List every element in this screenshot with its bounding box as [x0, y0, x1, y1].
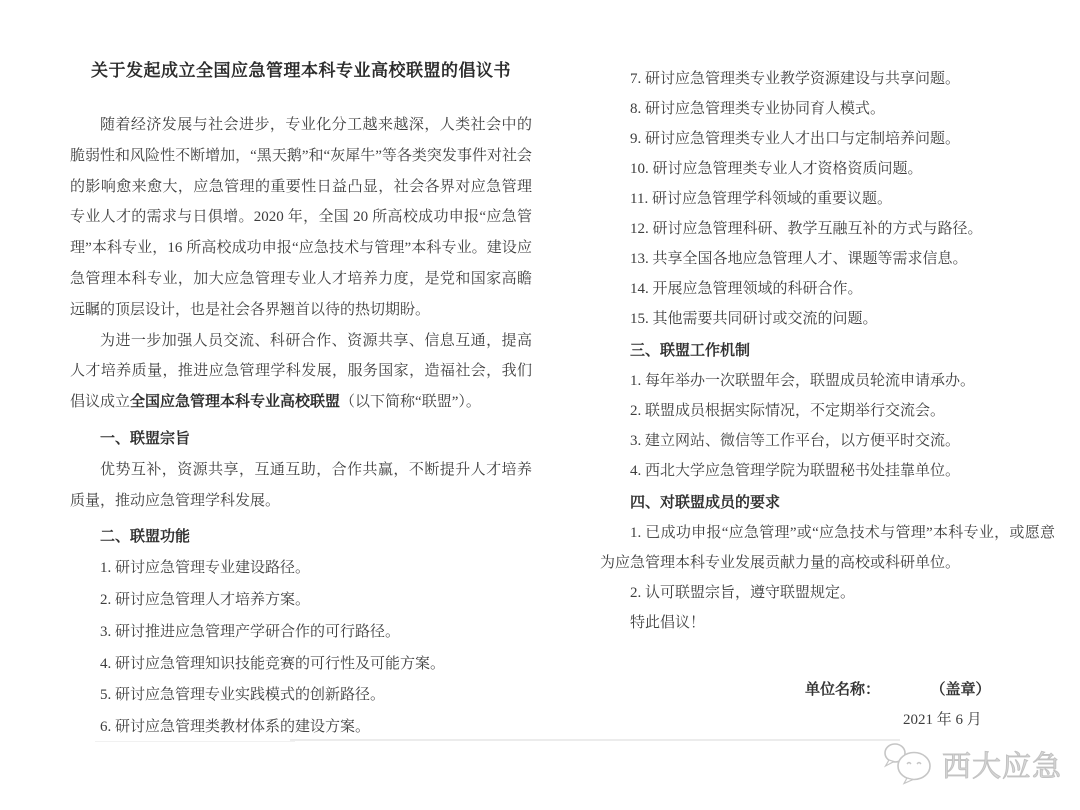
function-item-11: 11. 研讨应急管理学科领域的重要议题。	[630, 191, 892, 207]
function-item-2: 2. 研讨应急管理人才培养方案。	[100, 591, 311, 608]
function-item-4: 4. 研讨应急管理知识技能竞赛的可行性及可能方案。	[100, 655, 446, 672]
signature-row	[600, 675, 1055, 705]
function-item-15: 15. 其他需要共同研讨或交流的问题。	[630, 311, 878, 327]
function-item-13: 13. 共享全国各地应急管理人才、课题等需求信息。	[630, 251, 968, 267]
function-item-7: 7. 研讨应急管理类专业教学资源建设与共享问题。	[630, 71, 961, 87]
requirement-item-1: 1. 已成功申报“应急管理”或“应急技术与管理”本科专业，或愿意为应急管理本科专业发展贡献力量的高校或科研单位。	[600, 525, 1055, 571]
function-item-12: 12. 研讨应急管理科研、教学互融互补的方式与路径。	[630, 221, 983, 237]
intro-paragraph-2-pre: 为进一步加强人员交流、科研合作、资源共享、信息互通，提高人才培养质量，推进应急管理学科发展，服务国家，造福社会，我们倡议成立	[70, 332, 532, 411]
scan-artifact-line	[290, 739, 900, 741]
section-heading-functions: 二、联盟功能	[100, 528, 191, 546]
section-heading-mechanism: 三、联盟工作机制	[630, 342, 751, 359]
requirement-item-2: 2. 认可联盟宗旨，遵守联盟规定。	[630, 585, 856, 601]
mechanism-item-4: 4. 西北大学应急管理学院为联盟秘书处挂靠单位。	[630, 463, 961, 479]
right-column	[600, 64, 1055, 735]
function-item-3: 3. 研讨推进应急管理产学研合作的可行路径。	[100, 623, 401, 640]
mechanism-item-1: 1. 每年举办一次联盟年会，联盟成员轮流申请承办。	[630, 373, 976, 389]
function-item-9: 9. 研讨应急管理类专业人才出口与定制培养问题。	[630, 131, 961, 147]
function-item-6: 6. 研讨应急管理类教材体系的建设方案。	[100, 719, 371, 736]
function-item-10: 10. 研讨应急管理类专业人才资格资质问题。	[630, 161, 923, 177]
function-item-14: 14. 开展应急管理领域的科研合作。	[630, 281, 863, 297]
left-column	[70, 58, 532, 744]
section-heading-requirements: 四、对联盟成员的要求	[630, 494, 781, 511]
section-heading-purpose: 一、联盟宗旨	[100, 429, 191, 447]
section-purpose-body: 优势互补，资源共享，互通互助，合作共赢，不断提升人才培养质量，推动应急管理学科发展。	[70, 461, 532, 509]
unit-name-label: 单位名称：	[805, 682, 881, 698]
watermark-text: 西大应急	[942, 751, 1063, 783]
mechanism-item-2: 2. 联盟成员根据实际情况，不定期举行交流会。	[630, 403, 946, 419]
intro-paragraph-2-post: （以下简称“联盟”）。	[340, 394, 481, 411]
closing-line: 特此倡议！	[630, 615, 706, 631]
scan-artifact-line-2	[95, 741, 295, 742]
date-text: 2021 年 6 月	[903, 712, 982, 728]
alliance-name: 全国应急管理本科专业高校联盟	[130, 394, 341, 411]
intro-paragraph-1: 随着经济发展与社会进步，专业化分工越来越深，人类社会中的脆弱性和风险性不断增加，“黑天鹅”和“灰犀牛”等各类突发事件对社会的影响愈来愈大，应急管理的重要性日益凸显，社会各界对应急管理专业人才的需求与日俱增。2020 年，全国 20 所高校成功申报“应急管理”本科专业，16 所高校成功申报“应急技术与管理”本科专业。建设应急管理本科专业，加大应急管理专业人才培养力度，是党和国家高瞻远瞩的顶层设计，也是社会各界翘首以待的热切期盼。	[70, 117, 532, 318]
intro-paragraph-2	[70, 326, 532, 418]
function-item-1: 1. 研讨应急管理专业建设路径。	[100, 560, 311, 577]
date-row	[600, 705, 1055, 735]
document-title: 关于发起成立全国应急管理本科专业高校联盟的倡议书	[91, 61, 511, 80]
function-item-8: 8. 研讨应急管理类专业协同育人模式。	[630, 101, 886, 117]
wechat-icon	[882, 738, 934, 791]
seal-label: （盖章）	[938, 682, 991, 698]
function-item-5: 5. 研讨应急管理专业实践模式的创新路径。	[100, 687, 386, 704]
mechanism-item-3: 3. 建立网站、微信等工作平台，以方便平时交流。	[630, 433, 961, 449]
watermark	[882, 738, 1062, 791]
